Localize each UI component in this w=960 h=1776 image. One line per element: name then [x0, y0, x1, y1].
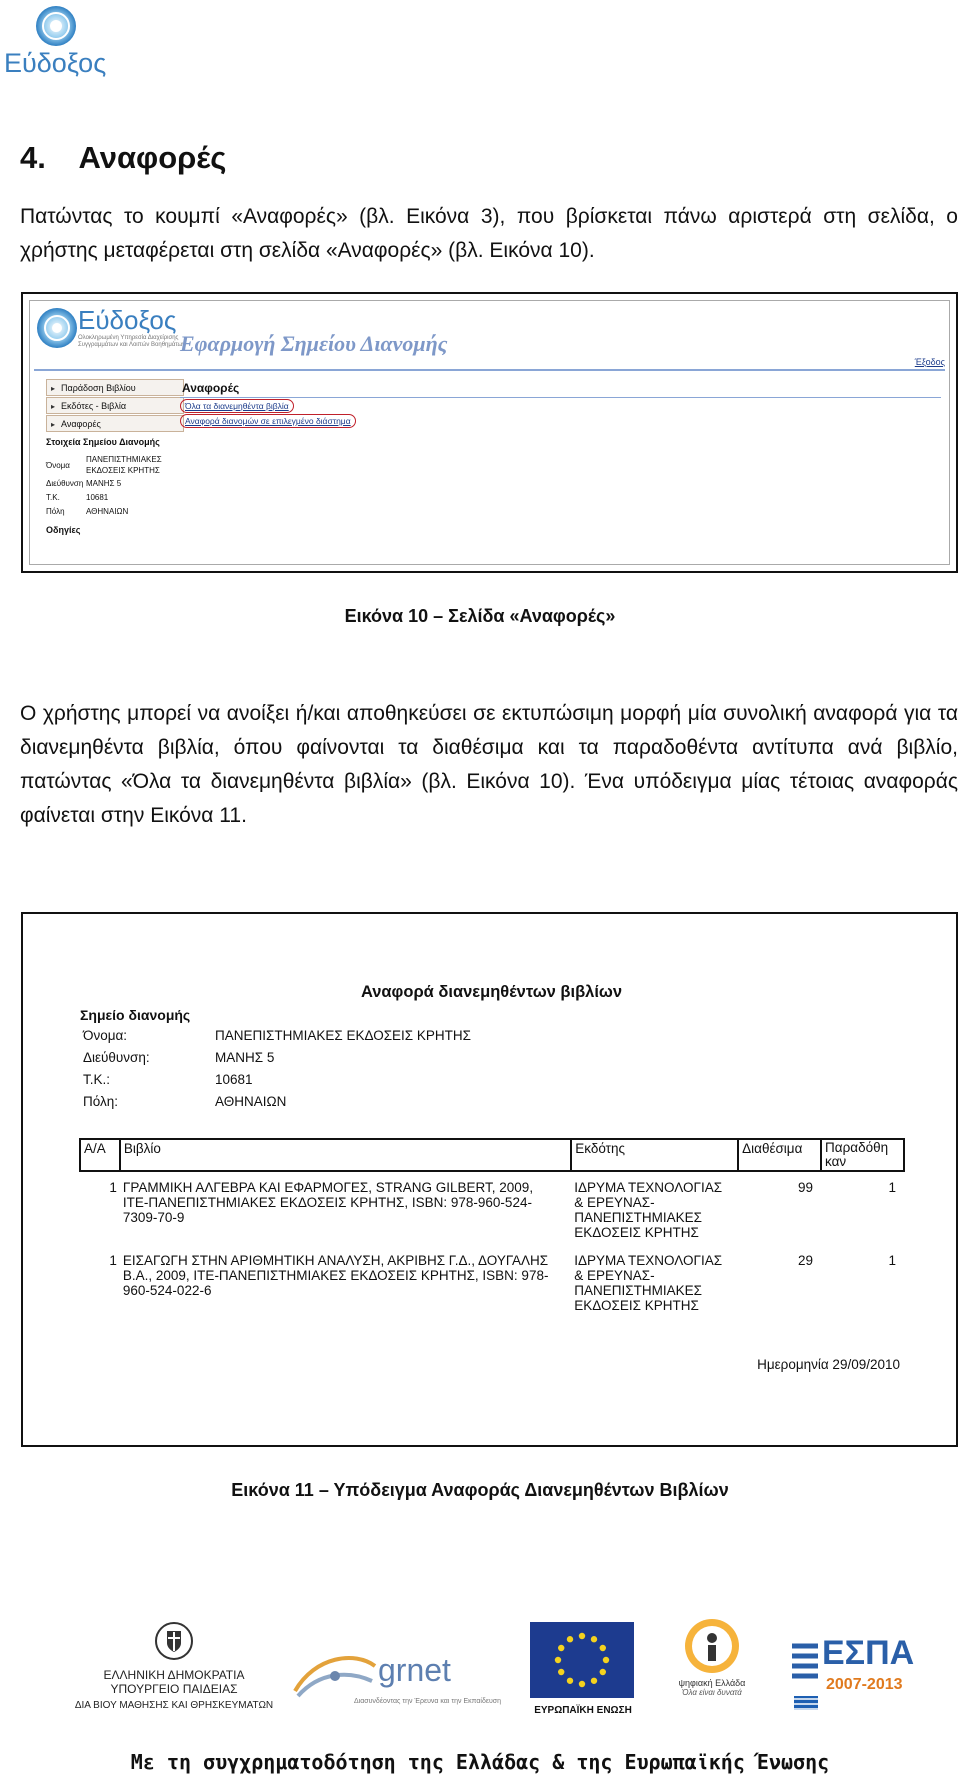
- eudoxos-logo: [4, 4, 107, 80]
- app-title: Εφαρμογή Σημείου Διανομής: [180, 331, 448, 356]
- row-delivered: 1: [888, 1253, 896, 1268]
- espa-years: 2007-2013: [826, 1676, 903, 1693]
- greek-emblem-icon: [154, 1620, 194, 1662]
- row-aa: 1: [109, 1253, 117, 1268]
- eu-text: ΕΥΡΩΠΑΪΚΗ ΕΝΩΣΗ: [534, 1705, 632, 1716]
- nav-reports[interactable]: ▸ Αναφορές: [46, 415, 184, 432]
- eu-star: [591, 1636, 597, 1642]
- info-label-city: Πόλη: [46, 507, 65, 516]
- info-label-zip: Τ.Κ.: [46, 493, 60, 502]
- row-available: 99: [798, 1180, 814, 1195]
- grnet-sub: Διασυνδέοντας την Έρευνα και την Εκπαίδευση: [354, 1698, 502, 1705]
- report-label-city: Πόλη:: [83, 1094, 119, 1109]
- table-row: [80, 1241, 904, 1314]
- logo-text: Εύδοξος: [4, 48, 107, 78]
- page-heading: Αναφορές: [182, 381, 240, 395]
- col-book: Βιβλίο: [120, 1139, 571, 1171]
- app-logo-sub2: Συγγραμμάτων και Λοιπών Βοηθημάτων: [78, 342, 186, 348]
- row-available: 29: [798, 1253, 814, 1268]
- report-label-zip: Τ.Κ.:: [83, 1072, 111, 1087]
- header-divider: [34, 369, 945, 371]
- info-heading: Στοιχεία Σημείου Διανομής: [46, 437, 160, 447]
- intro-paragraph: Πατώντας το κουμπί «Αναφορές» (βλ. Εικόνα 3), που βρίσκεται πάνω αριστερά στη σελίδα, ο χρήστης μεταφέρεται στη σελίδα «Αναφορές» (βλ. Εικόνα 10).: [20, 205, 958, 262]
- point-heading: Σημείο διανομής: [80, 1007, 191, 1023]
- report-value-address: ΜΑΝΗΣ 5: [215, 1050, 275, 1065]
- report-value-city: ΑΘΗΝΑΙΩΝ: [215, 1094, 287, 1109]
- report-date: Ημερομηνία 29/09/2010: [757, 1357, 900, 1372]
- greek-flag-icon: [794, 1696, 818, 1710]
- digital-sub: Όλα είναι δυνατά: [682, 1688, 742, 1697]
- report-paragraph: Ο χρήστης μπορεί να ανοίξει ή/και αποθηκεύσει σε εκτυπώσιμη μορφή μία συνολική αναφορά για τα διανεμηθέντα βιβλία, όπου φαίνονται τα διαθέσιμα και τα παραδοθέντα αντίτυπα ανά βιβλίο, πατώντας «Όλα τα διανεμηθέντα βιβλία» (βλ. Εικόνα 10). Ένα υπόδειγμα μίας τέτοιας αναφοράς φαίνεται στην Εικόνα 11.: [20, 702, 958, 827]
- espa-text: ΕΣΠΑ: [822, 1634, 915, 1672]
- eu-flag-icon: [530, 1622, 634, 1698]
- guides-heading[interactable]: Οδηγίες: [46, 525, 81, 535]
- period-report-link[interactable]: Αναφορά διανομών σε επιλεγμένο διάστημα: [180, 414, 356, 428]
- grnet-logo: [290, 1640, 520, 1720]
- section-heading: [20, 140, 226, 176]
- row-publisher: ΙΔΡΥΜΑ ΤΕΧΝΟΛΟΓΙΑΣ & ΕΡΕΥΝΑΣ-ΠΑΝΕΠΙΣΤΗΜΙΑΚΕΣ ΕΚΔΟΣΕΙΣ ΚΡΗΤΗΣ: [574, 1180, 723, 1240]
- info-value-address: ΜΑΝΗΣ 5: [86, 479, 122, 488]
- eu-star: [555, 1657, 561, 1663]
- ministry-line2: ΥΠΟΥΡΓΕΙΟ ΠΑΙΔΕΙΑΣ: [110, 1682, 238, 1696]
- info-value-name: ΠΑΝΕΠΙΣΤΗΜΙΑΚΕΣ ΕΚΔΟΣΕΙΣ ΚΡΗΤΗΣ: [86, 455, 162, 475]
- report-title: Αναφορά διανεμηθέντων βιβλίων: [360, 983, 623, 1001]
- info-value-zip: 10681: [86, 493, 109, 502]
- report-value-zip: 10681: [215, 1072, 253, 1087]
- figure-10: [21, 292, 958, 573]
- nav-delivery[interactable]: ▸ Παράδοση Βιβλίου: [46, 379, 184, 396]
- eu-star: [591, 1678, 597, 1684]
- report-table-header: [80, 1139, 904, 1171]
- eudoxos-small-logo-icon: [34, 305, 80, 351]
- info-label-name: Όνομα: [46, 461, 70, 470]
- col-publisher: Εκδότης: [571, 1139, 738, 1171]
- col-delivered: Παραδόθη καν: [821, 1139, 904, 1171]
- info-label-address: Διεύθυνση: [46, 479, 84, 488]
- figure-11: [21, 912, 958, 1447]
- eu-star: [567, 1678, 573, 1684]
- table-row: [80, 1171, 904, 1241]
- espa-logo: [790, 1634, 915, 1714]
- report-value-name: ΠΑΝΕΠΙΣΤΗΜΙΑΚΕΣ ΕΚΔΟΣΕΙΣ ΚΡΗΤΗΣ: [215, 1028, 471, 1043]
- eu-star: [600, 1645, 606, 1651]
- eu-star: [579, 1633, 585, 1639]
- eu-star: [567, 1636, 573, 1642]
- heading-divider: [180, 397, 941, 398]
- section-title: Αναφορές: [78, 140, 227, 175]
- row-book: ΕΙΣΑΓΩΓΗ ΣΤΗΝ ΑΡΙΘΜΗΤΙΚΗ ΑΝΑΛΥΣΗ, ΑΚΡΙΒΗΣ Γ.Δ., ΔΟΥΓΑΛΗΣ Β.Α., 2009, ΙΤΕ-ΠΑΝΕΠΙΣΤΗΜΙΑΚΕΣ ΕΚΔΟΣΕΙΣ ΚΡΗΤΗΣ, ISBN: 978-960-524-022-6: [122, 1253, 549, 1298]
- eu-star: [603, 1657, 609, 1663]
- all-distributed-books-link[interactable]: Όλα τα διανεμηθέντα βιβλία: [180, 399, 294, 413]
- info-value-city: ΑΘΗΝΑΙΩΝ: [86, 507, 129, 516]
- section-number: 4.: [20, 140, 46, 175]
- eu-star: [600, 1669, 606, 1675]
- exit-link[interactable]: Έξοδος: [914, 357, 945, 367]
- eu-star: [558, 1645, 564, 1651]
- report-table: [79, 1138, 905, 1314]
- row-publisher: ΙΔΡΥΜΑ ΤΕΧΝΟΛΟΓΙΑΣ & ΕΡΕΥΝΑΣ-ΠΑΝΕΠΙΣΤΗΜΙΑΚΕΣ ΕΚΔΟΣΕΙΣ ΚΡΗΤΗΣ: [574, 1253, 723, 1313]
- digital-greece-logo: [664, 1616, 760, 1716]
- ministry-line1: ΕΛΛΗΝΙΚΗ ΔΗΜΟΚΡΑΤΙΑ: [103, 1668, 245, 1682]
- app-logo-text: Εύδοξος: [78, 305, 177, 335]
- report-label-address: Διεύθυνση:: [83, 1050, 150, 1065]
- figure-11-caption: Εικόνα 11 – Υπόδειγμα Αναφοράς Διανεμηθέντων Βιβλίων: [231, 1480, 729, 1500]
- col-available: Διαθέσιμα: [738, 1139, 821, 1171]
- row-book: ΓΡΑΜΜΙΚΗ ΑΛΓΕΒΡΑ ΚΑΙ ΕΦΑΡΜΟΓΕΣ, STRANG GILBERT, 2009, ΙΤΕ-ΠΑΝΕΠΙΣΤΗΜΙΑΚΕΣ ΕΚΔΟΣΕΙΣ ΚΡΗΤΗΣ, ISBN: 978-960-524-7309-70-9: [122, 1180, 534, 1225]
- report-label-name: Όνομα:: [83, 1028, 128, 1043]
- digital-text: ψηφιακή Ελλάδα: [678, 1678, 746, 1688]
- row-aa: 1: [109, 1180, 117, 1195]
- col-aa: Α/Α: [80, 1139, 120, 1171]
- espa-stripes-icon: [790, 1640, 820, 1680]
- row-delivered: 1: [888, 1180, 896, 1195]
- ministry-logo: [64, 1620, 284, 1716]
- eu-star: [558, 1669, 564, 1675]
- footer-tagline: Με τη συγχρηματοδότηση της Ελλάδας & της Ευρωπαϊκής Ένωσης: [130, 1750, 830, 1774]
- ministry-line3: ΔΙΑ ΒΙΟΥ ΜΑΘΗΣΗΣ ΚΑΙ ΘΡΗΣΚΕΥΜΑΤΩΝ: [74, 1700, 274, 1711]
- figure-10-caption: Εικόνα 10 – Σελίδα «Αναφορές»: [344, 606, 616, 626]
- app-logo-sub1: Ολοκληρωμένη Υπηρεσία Διαχείρισης: [78, 335, 179, 341]
- eu-star: [579, 1681, 585, 1687]
- grnet-text: grnet: [378, 1652, 451, 1688]
- nav-publishers-books[interactable]: ▸ Εκδότες - Βιβλία: [46, 397, 184, 414]
- eu-logo: [530, 1622, 636, 1714]
- grnet-swirl-icon: [290, 1646, 380, 1706]
- digital-greece-icon: [682, 1616, 742, 1678]
